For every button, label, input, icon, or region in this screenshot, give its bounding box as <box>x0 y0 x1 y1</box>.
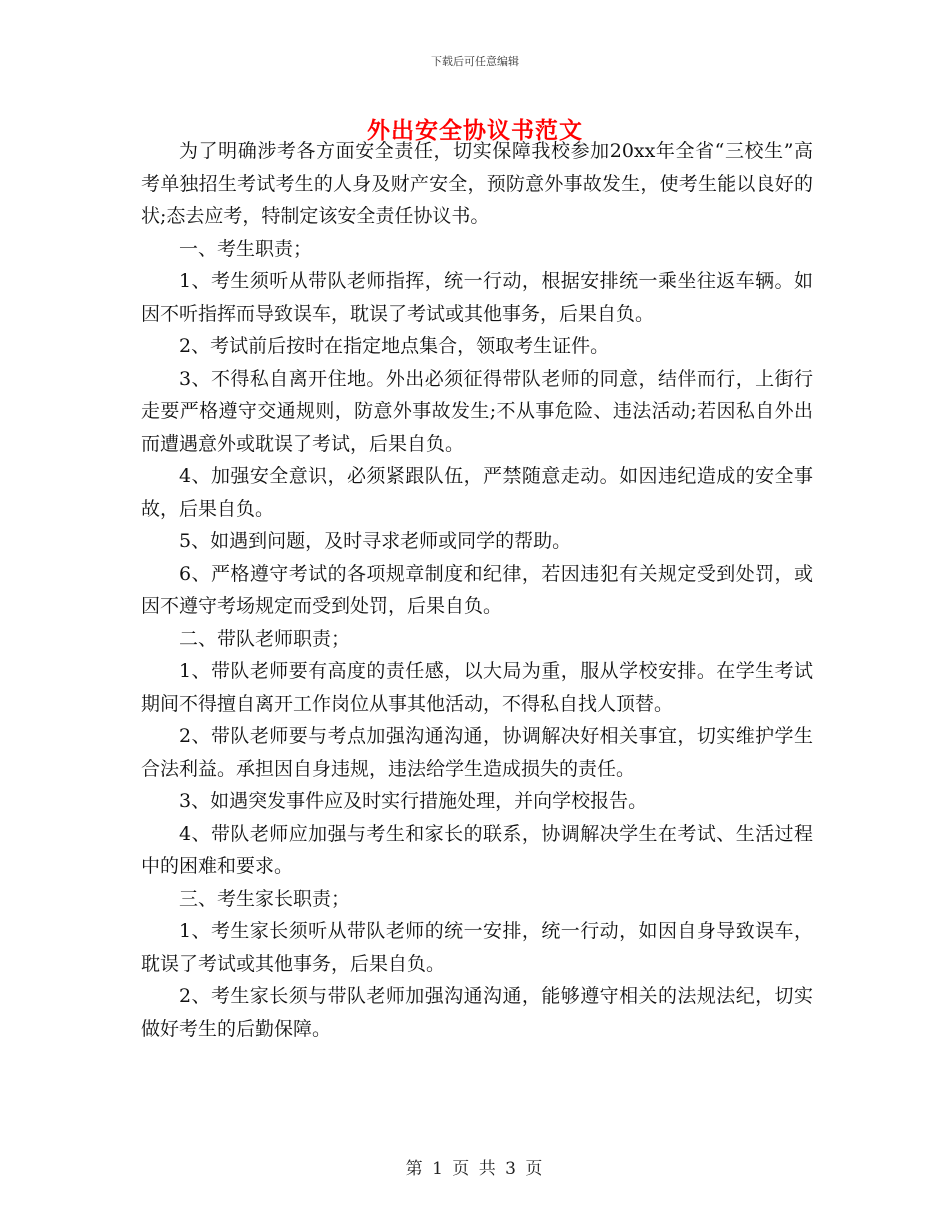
teacher-duty-1: 1、带队老师要有高度的责任感，以大局为重，服从学校安排。在学生考试期间不得擅自离开工作岗位从事其他活动，不得私自找人顶替。 <box>141 660 813 715</box>
student-duty-2: 2、考试前后按时在指定地点集合，领取考生证件。 <box>179 335 610 357</box>
teacher-duty-2: 2、带队老师要与考点加强沟通沟通，协调解决好相关事宜，切实维护学生合法利益。承担因自身违规，违法给学生造成损失的责任。 <box>141 725 813 780</box>
student-duty-3: 3、不得私自离开住地。外出必须征得带队老师的同意，结伴而行，上街行走要严格遵守交通规则，防意外事故发生;不从事危险、违法活动;若因私自外出而遭遇意外或耽误了考试，后果自负。 <box>141 367 813 455</box>
parent-duty-2: 2、考生家长须与带队老师加强沟通沟通，能够遵守相关的法规法纪，切实做好考生的后勤保障。 <box>141 985 813 1040</box>
intro-paragraph: 为了明确涉考各方面安全责任，切实保障我校参加20xx年全省“三校生”高考单独招生考试考生的人身及财产安全，预防意外事故发生，使考生能以良好的状;态去应考，特制定该安全责任协议书。 <box>141 140 813 227</box>
document-body <box>141 135 813 1045</box>
section-heading-parents: 三、考生家长职责； <box>179 887 351 910</box>
student-duty-5: 5、如遇到问题，及时寻求老师或同学的帮助。 <box>179 530 572 552</box>
page-number-footer: 第 1 页 共 3 页 <box>405 1159 545 1179</box>
teacher-duty-4: 4、带队老师应加强与考生和家长的联系，协调解决学生在考试、生活过程中的困难和要求。 <box>141 822 813 877</box>
header-note: 下载后可任意编辑 <box>431 55 519 68</box>
student-duty-1: 1、考生须听从带队老师指挥，统一行动，根据安排统一乘坐往返车辆。如因不听指挥而导致误车，耽误了考试或其他事务，后果自负。 <box>141 270 813 325</box>
teacher-duty-3: 3、如遇突发事件应及时实行措施处理，并向学校报告。 <box>179 790 648 812</box>
student-duty-4: 4、加强安全意识，必须紧跟队伍，严禁随意走动。如因违纪造成的安全事故，后果自负。 <box>141 465 813 520</box>
document-title: 外出安全协议书范文 <box>367 117 583 144</box>
parent-duty-1: 1、考生家长须听从带队老师的统一安排，统一行动，如因自身导致误车，耽误了考试或其他事务，后果自负。 <box>141 920 813 975</box>
student-duty-6: 6、严格遵守考试的各项规章制度和纪律，若因违犯有关规定受到处罚，或因不遵守考场规定而受到处罚，后果自负。 <box>141 562 813 617</box>
section-heading-students: 一、考生职责； <box>179 237 313 260</box>
section-heading-teachers: 二、带队老师职责； <box>179 627 351 650</box>
